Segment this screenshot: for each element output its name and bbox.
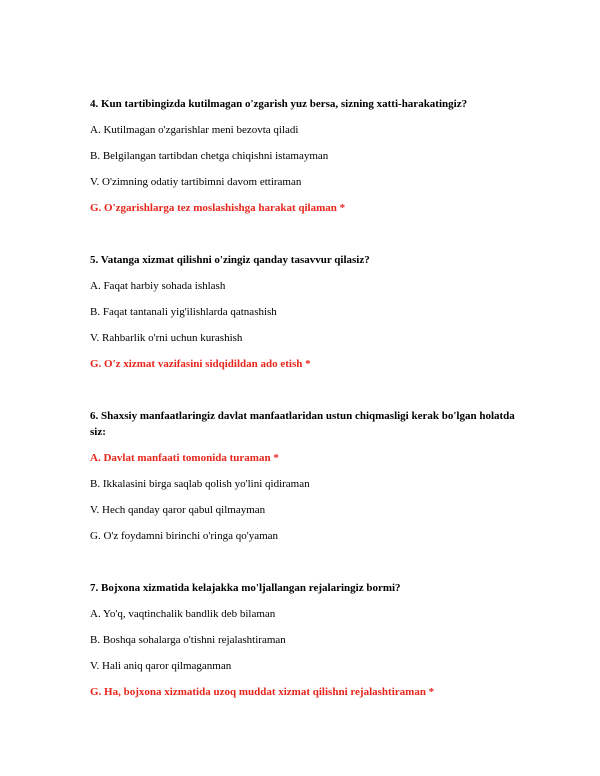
- question-4-option-b: B. Belgilangan tartibdan chetga chiqishni istamayman: [90, 150, 329, 162]
- question-6-option-a-correct: A. Davlat manfaati tomonida turaman *: [90, 452, 279, 464]
- question-4-option-g-correct: G. O'zgarishlarga tez moslashishga harakat qilaman *: [90, 202, 346, 214]
- question-4-option-a: A. Kutilmagan o'zgarishlar meni bezovta qiladi: [90, 124, 299, 136]
- question-5-option-g-correct: G. O'z xizmat vazifasini sidqidildan ado etish *: [90, 358, 311, 370]
- question-6-option-b: B. Ikkalasini birga saqlab qolish yo'lini qidiraman: [90, 478, 310, 490]
- question-7-option-g-correct: G. Ha, bojxona xizmatida uzoq muddat xizmat qilishni rejalashtiraman *: [90, 686, 435, 698]
- question-6-text: 6. Shaxsiy manfaatlaringiz davlat manfaatlaridan ustun chiqmasligi kerak bo'lgan holatda siz:: [90, 410, 515, 438]
- question-7-option-b: B. Boshqa sohalarga o'tishni rejalashtiraman: [90, 634, 286, 646]
- question-6-option-v: V. Hech qanday qaror qabul qilmayman: [90, 504, 266, 516]
- question-5-option-a: A. Faqat harbiy sohada ishlash: [90, 280, 226, 292]
- question-7-option-a: A. Yo'q, vaqtinchalik bandlik deb bilaman: [90, 608, 276, 620]
- question-6-option-g: G. O'z foydamni birinchi o'ringa qo'yaman: [90, 530, 279, 542]
- question-7-text: 7. Bojxona xizmatida kelajakka mo'ljallangan rejalaringiz bormi?: [90, 582, 401, 594]
- question-7-option-v: V. Hali aniq qaror qilmaganman: [90, 660, 232, 672]
- question-4-text: 4. Kun tartibingizda kutilmagan o'zgarish yuz bersa, sizning xatti-harakatingiz?: [90, 98, 468, 110]
- question-5-text: 5. Vatanga xizmat qilishni o'zingiz qanday tasavvur qilasiz?: [90, 254, 370, 266]
- question-5-option-v: V. Rahbarlik o'rni uchun kurashish: [90, 332, 243, 344]
- question-4-option-v: V. O'zimning odatiy tartibimni davom ettiraman: [90, 176, 302, 188]
- question-5-option-b: B. Faqat tantanali yig'ilishlarda qatnashish: [90, 306, 277, 318]
